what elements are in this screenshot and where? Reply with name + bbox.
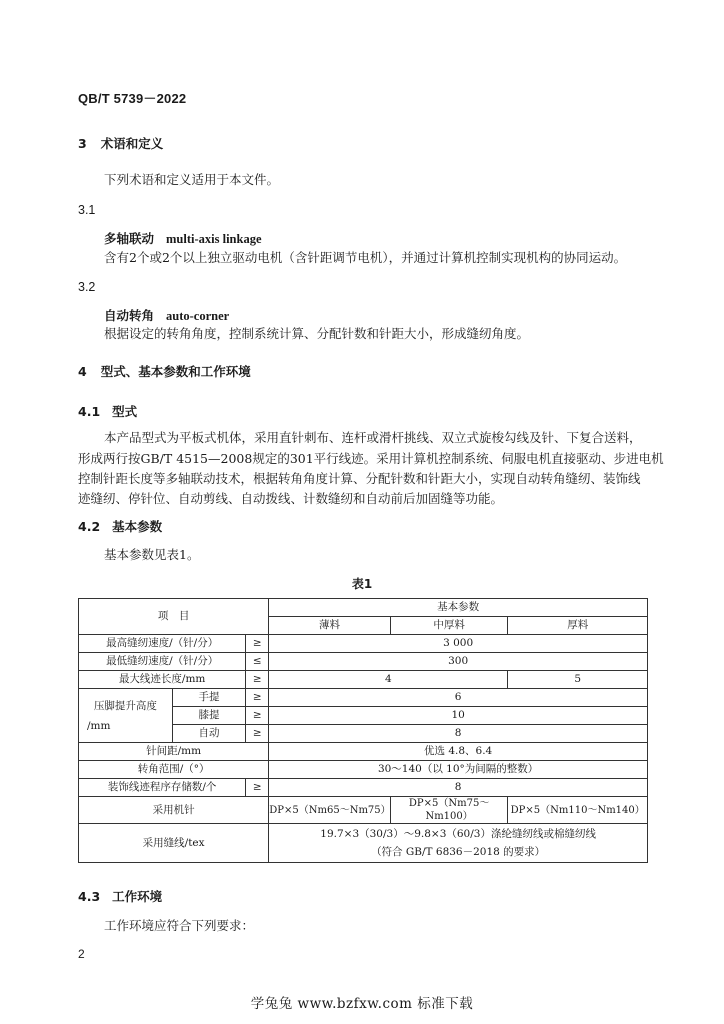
row-value: 6: [269, 689, 648, 707]
section-3-intro: 下列术语和定义适用于本文件。: [104, 172, 280, 187]
watermark: 学兔兔 www.bzfxw.com 标准下载: [250, 996, 474, 1012]
table-row: [79, 761, 648, 779]
section-title: 术语和定义: [100, 136, 164, 151]
subsection-4-2-intro: 基本参数见表1。: [104, 547, 200, 562]
table-row: [79, 671, 648, 689]
section-number: 4: [78, 364, 87, 379]
row-label: 最低缝纫速度/（针/分）: [79, 653, 246, 671]
term-number: 3.2: [78, 280, 96, 294]
row-value-line: （符合 GB/T 6836－2018 的要求）: [371, 846, 546, 858]
table-row: [79, 824, 648, 863]
subsection-4-3-intro: 工作环境应符合下列要求：: [104, 918, 255, 933]
table-row: [79, 743, 648, 761]
page-number: 2: [78, 947, 85, 961]
row-value: 优选 4.8、6.4: [269, 743, 648, 761]
subsection-title: 型式: [112, 404, 138, 419]
row-value: 4: [269, 671, 508, 689]
subsection-number: 4.3: [78, 889, 101, 904]
row-value: DP×5（Nm75～Nm100）: [390, 797, 508, 824]
row-group-label-line: 压脚提升高度: [93, 699, 157, 712]
subsection-4-2-heading: [78, 517, 162, 535]
row-label: 装饰线迹程序存储数/个: [79, 779, 246, 797]
row-value: DP×5（Nm110～Nm140）: [508, 797, 648, 824]
row-value: 8: [269, 725, 648, 743]
paragraph-line: 本产品型式为平板式机体，采用直针刺布、连杆或滑杆挑线、双立式旋梭勾线及针、下复合送料，: [104, 430, 642, 445]
term-zh: 多轴联动: [104, 231, 155, 246]
row-sublabel: 膝提: [172, 707, 246, 725]
row-value: 300: [269, 653, 648, 671]
row-sublabel: 自动: [172, 725, 246, 743]
table-row: [79, 635, 648, 653]
paragraph-line: 迹缝纫、停针位、自动剪线、自动拨线、计数缝纫和自动前后加固缝等功能。: [78, 491, 504, 506]
term-en: multi-axis linkage: [166, 232, 262, 246]
subsection-title: 工作环境: [112, 889, 163, 904]
row-value: DP×5（Nm65～Nm75）: [269, 797, 391, 824]
term-zh: 自动转角: [104, 308, 155, 323]
table-header-row: [79, 599, 648, 617]
section-number: 3: [78, 136, 87, 151]
row-label: 最高缝纫速度/（针/分）: [79, 635, 246, 653]
row-group-label-line: /mm: [87, 719, 111, 732]
table-row: [79, 779, 648, 797]
row-symbol: ≥: [246, 725, 269, 743]
row-symbol: ≥: [246, 671, 269, 689]
row-label: 最大线迹长度/mm: [79, 671, 246, 689]
row-value: 10: [269, 707, 648, 725]
row-value: 5: [508, 671, 648, 689]
row-label: 采用机针: [79, 797, 269, 824]
row-value-line: 19.7×3（30/3）～9.8×3（60/3）涤纶缝纫线或棉缝纫线: [320, 828, 596, 840]
header-col-thick: 厚料: [508, 617, 648, 635]
row-sublabel: 手提: [172, 689, 246, 707]
row-value: [269, 824, 648, 863]
header-group: 基本参数: [269, 599, 648, 617]
header-col-medium: 中厚料: [390, 617, 508, 635]
term-definition: 含有2个或2个以上独立驱动电机（含针距调节电机），并通过计算机控制实现机构的协同运动。: [104, 250, 627, 265]
term-definition: 根据设定的转角角度，控制系统计算、分配针数和针距大小，形成缝纫角度。: [104, 326, 530, 341]
section-3-heading: [78, 134, 163, 152]
row-value: 30～140（以 10°为间隔的整数）: [269, 761, 648, 779]
row-value: 3 000: [269, 635, 648, 653]
row-group-label: [79, 689, 173, 743]
paragraph-line: 控制针距长度等多轴联动技术，根据转角角度计算、分配针数和针距大小，实现自动转角缝纫、装饰线: [78, 471, 641, 486]
subsection-number: 4.1: [78, 404, 101, 419]
table-row: [79, 797, 648, 824]
term-number: 3.1: [78, 203, 96, 217]
row-value: 8: [269, 779, 648, 797]
header-item: 项 目: [79, 599, 269, 635]
subsection-4-1-heading: [78, 402, 137, 420]
row-label: 转角范围/（°）: [79, 761, 269, 779]
subsection-title: 基本参数: [112, 519, 163, 534]
parameters-table: [78, 598, 648, 863]
term-en: auto-corner: [166, 309, 230, 323]
row-symbol: ≥: [246, 689, 269, 707]
row-symbol: ≥: [246, 779, 269, 797]
section-title: 型式、基本参数和工作环境: [100, 364, 251, 379]
table-row: [79, 689, 648, 707]
header-col-thin: 薄料: [269, 617, 391, 635]
paragraph-line: 形成两行按GB/T 4515—2008规定的301平行线迹。采用计算机控制系统、伺服电机直接驱动、步进电机: [78, 451, 664, 466]
standard-number: QB/T 5739－2022: [78, 91, 187, 106]
subsection-4-3-heading: [78, 887, 162, 905]
section-4-heading: [78, 362, 251, 380]
table-caption: 表1: [351, 577, 373, 591]
row-symbol: ≥: [246, 707, 269, 725]
row-label: 采用缝线/tex: [79, 824, 269, 863]
term-title: [104, 305, 229, 324]
row-label: 针间距/mm: [79, 743, 269, 761]
term-title: [104, 228, 262, 247]
row-symbol: ≥: [246, 635, 269, 653]
table-row: [79, 653, 648, 671]
subsection-number: 4.2: [78, 519, 101, 534]
row-symbol: ≤: [246, 653, 269, 671]
